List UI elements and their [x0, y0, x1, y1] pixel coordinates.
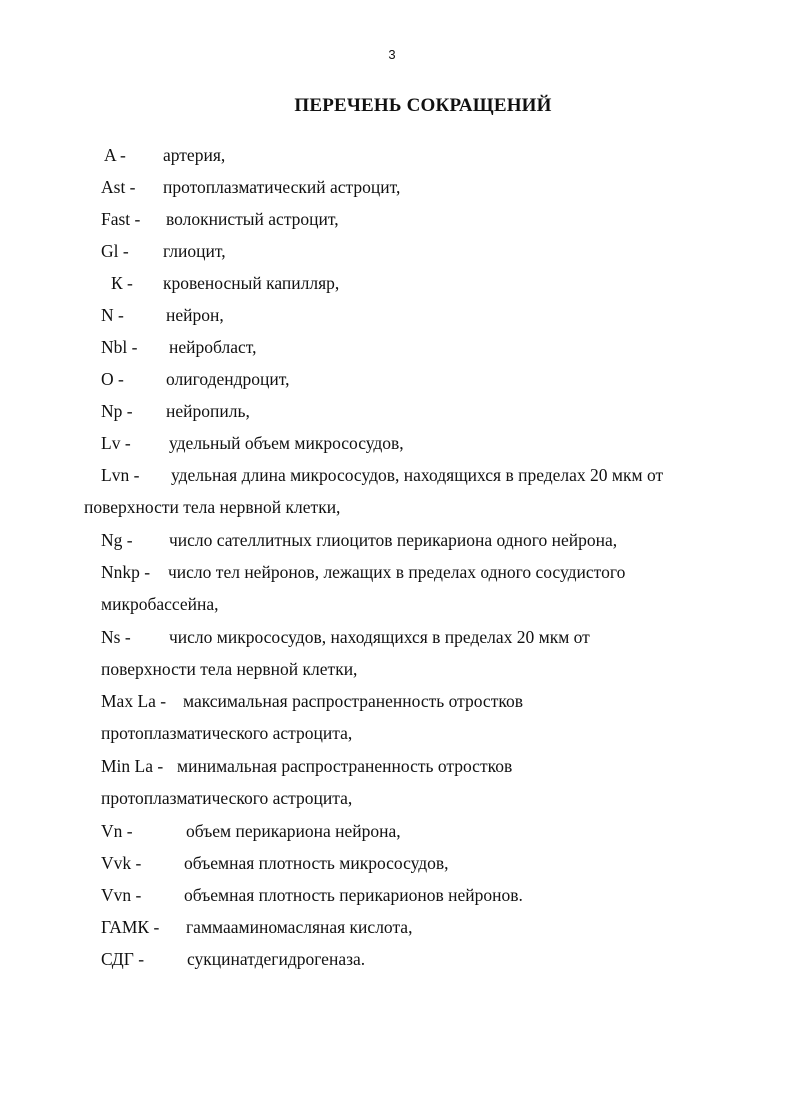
abbreviation-entry [0, 562, 798, 614]
abbreviation-definition: артерия, [163, 145, 226, 165]
abbreviation-definition-continuation: поверхности тела нервной клетки, [101, 659, 358, 679]
abbreviation-definition-continuation: поверхности тела нервной клетки, [84, 497, 341, 517]
abbreviation-term: Fast - [101, 209, 141, 229]
abbreviation-term: O - [101, 369, 124, 389]
abbreviation-term: Max La - [101, 691, 167, 711]
abbreviation-term: Vn - [101, 821, 133, 841]
abbreviation-definition: минимальная распространенность отростков [177, 756, 513, 776]
abbreviation-entry [0, 145, 798, 167]
abbreviation-entry [0, 433, 798, 455]
abbreviation-term: СДГ - [101, 949, 145, 969]
abbreviation-term: Lv - [101, 433, 131, 453]
abbreviation-definition: максимальная распространенность отростков [183, 691, 523, 711]
abbreviation-entry [0, 401, 798, 423]
abbreviation-definition: сукцинатдегидрогеназа. [187, 949, 366, 969]
abbreviation-term: Vvk - [101, 853, 142, 873]
abbreviation-entry [0, 885, 798, 907]
abbreviation-entry [0, 465, 798, 517]
abbreviation-definition-continuation: микробассейна, [101, 594, 219, 614]
abbreviation-definition: нейробласт, [169, 337, 257, 357]
abbreviation-definition: гаммааминомасляная кислота, [186, 917, 413, 937]
abbreviation-term: Nnkp - [101, 562, 151, 582]
abbreviation-term: Ns - [101, 627, 131, 647]
abbreviation-entry [0, 530, 798, 552]
abbreviation-definition: число микрососудов, находящихся в пределах 20 мкм от [169, 627, 590, 647]
abbreviation-entry [0, 949, 798, 971]
abbreviation-entry [0, 305, 798, 327]
abbreviation-definition: объемная плотность микрососудов, [184, 853, 449, 873]
abbreviation-entry [0, 821, 798, 843]
abbreviation-entry [0, 241, 798, 263]
abbreviation-definition: нейропиль, [166, 401, 250, 421]
abbreviation-term: Gl - [101, 241, 129, 261]
abbreviation-entry [0, 853, 798, 875]
abbreviation-definition-continuation: протоплазматического астроцита, [101, 723, 353, 743]
abbreviation-definition: удельный объем микрососудов, [169, 433, 404, 453]
abbreviation-definition: число тел нейронов, лежащих в пределах одного сосудистого [168, 562, 626, 582]
abbreviation-term: Min La - [101, 756, 164, 776]
abbreviation-definition: объем перикариона нейрона, [186, 821, 401, 841]
abbreviation-term: Lvn - [101, 465, 140, 485]
abbreviation-definition: нейрон, [166, 305, 224, 325]
abbreviation-term: A - [104, 145, 126, 165]
abbreviation-definition: глиоцит, [163, 241, 226, 261]
abbreviation-definition-continuation: протоплазматического астроцита, [101, 788, 353, 808]
abbreviation-definition: олигодендроцит, [166, 369, 290, 389]
abbreviation-entry [0, 691, 798, 743]
abbreviation-term: ГАМК - [101, 917, 160, 937]
abbreviation-entry [0, 369, 798, 391]
abbreviation-entry [0, 756, 798, 808]
abbreviation-entry [0, 209, 798, 231]
abbreviation-definition: протоплазматический астроцит, [163, 177, 401, 197]
abbreviation-term: Ng - [101, 530, 133, 550]
abbreviation-term: К - [111, 273, 133, 293]
abbreviation-term: Vvn - [101, 885, 142, 905]
abbreviation-term: Nbl - [101, 337, 138, 357]
abbreviation-entry [0, 917, 798, 939]
abbreviation-definition: волокнистый астроцит, [166, 209, 339, 229]
abbreviation-term: Ast - [101, 177, 136, 197]
page-number: 3 [388, 47, 396, 62]
abbreviation-entry [0, 177, 798, 199]
abbreviation-term: N - [101, 305, 124, 325]
abbreviation-definition: кровеносный капилляр, [163, 273, 340, 293]
abbreviation-definition: удельная длина микрососудов, находящихся в пределах 20 мкм от [171, 465, 664, 485]
abbreviation-definition: число сателлитных глиоцитов перикариона одного нейрона, [169, 530, 618, 550]
abbreviation-definition: объемная плотность перикарионов нейронов. [184, 885, 523, 905]
abbreviation-entry [0, 337, 798, 359]
abbreviation-entry [0, 273, 798, 295]
abbreviation-term: Np - [101, 401, 133, 421]
abbreviation-entry [0, 627, 798, 679]
page-title: ПЕРЕЧЕНЬ СОКРАЩЕНИЙ [294, 95, 552, 116]
